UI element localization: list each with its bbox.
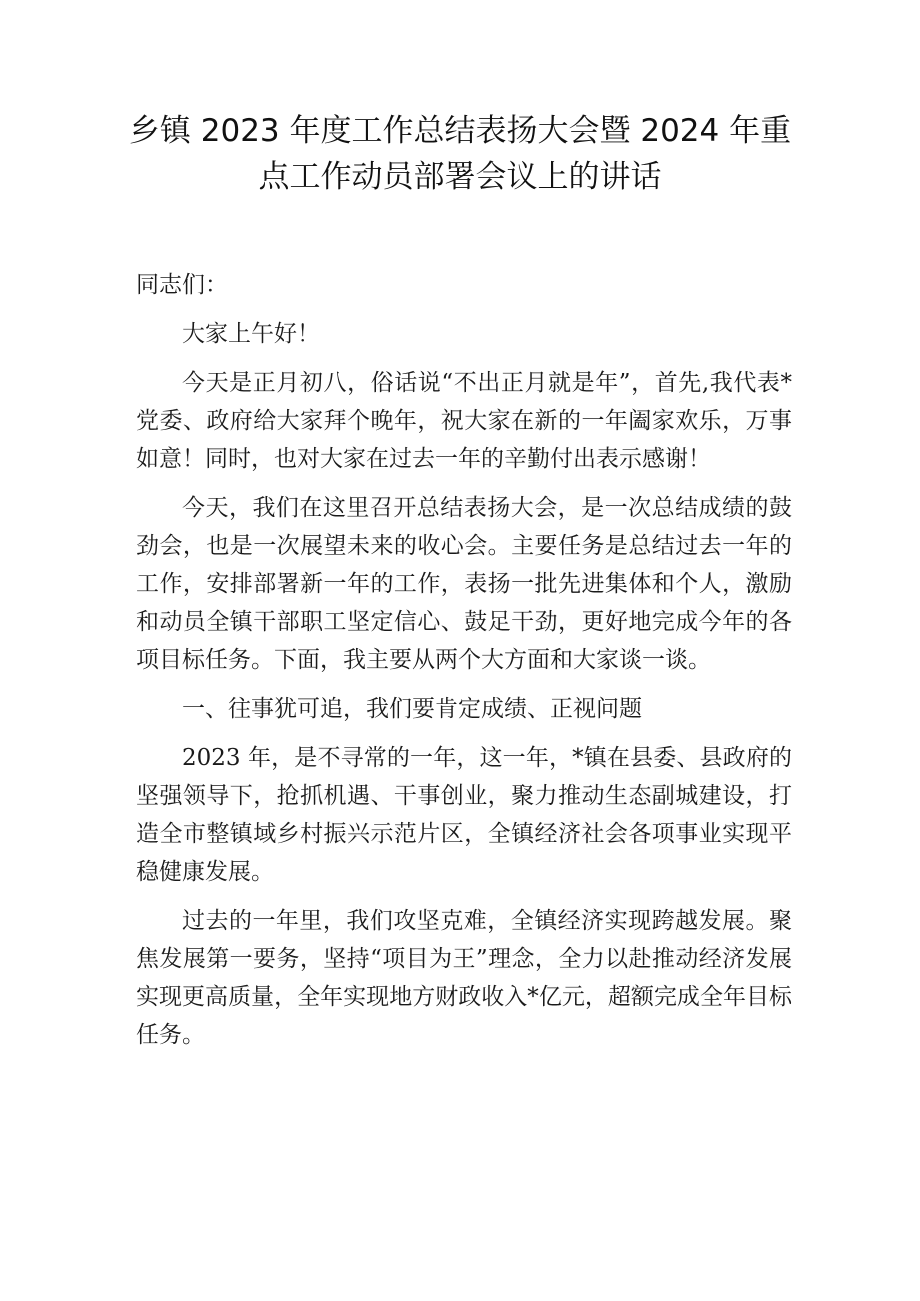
salutation: 同志们： (136, 272, 228, 298)
paragraph-new-year: 今天是正月初八，俗话说“不出正月就是年”，首先,我代表*党委、政府给大家拜个晚年，祝大家在新的一年阖家欢乐，万事如意！同时，也对大家在过去一年的辛勤付出表示感谢！ (136, 370, 792, 472)
title-line-2: 点工作动员部署会议上的讲话 (258, 159, 662, 195)
section-heading-1: 一、往事犹可追，我们要肯定成绩、正视问题 (182, 696, 642, 722)
speech-body (136, 266, 792, 1065)
paragraph-economic-development: 过去的一年里，我们攻坚克难，全镇经济实现跨越发展。聚焦发展第一要务，坚持“项目为王”理念，全力以赴推动经济发展实现更高质量，全年实现地方财政收入*亿元，超额完成全年目标任务。 (136, 908, 792, 1048)
document-title (120, 108, 800, 200)
title-line-1: 乡镇 2023 年度工作总结表扬大会暨 2024 年重 (128, 113, 792, 149)
paragraph-2023-review: 2023 年，是不寻常的一年，这一年，*镇在县委、县政府的坚强领导下，抢抓机遇、干事创业，聚力推动生态副城建设，打造全市整镇域乡村振兴示范片区，全镇经济社会各项事业实现平稳健康发展。 (136, 745, 792, 885)
paragraph-meeting-purpose: 今天，我们在这里召开总结表扬大会，是一次总结成绩的鼓劲会，也是一次展望未来的收心会。主要任务是总结过去一年的工作，安排部署新一年的工作，表扬一批先进集体和个人，激励和动员全镇干部职工坚定信心、鼓足干劲，更好地完成今年的各项目标任务。下面，我主要从两个大方面和大家谈一谈。 (136, 495, 792, 673)
paragraph-greeting: 大家上午好！ (182, 321, 320, 347)
